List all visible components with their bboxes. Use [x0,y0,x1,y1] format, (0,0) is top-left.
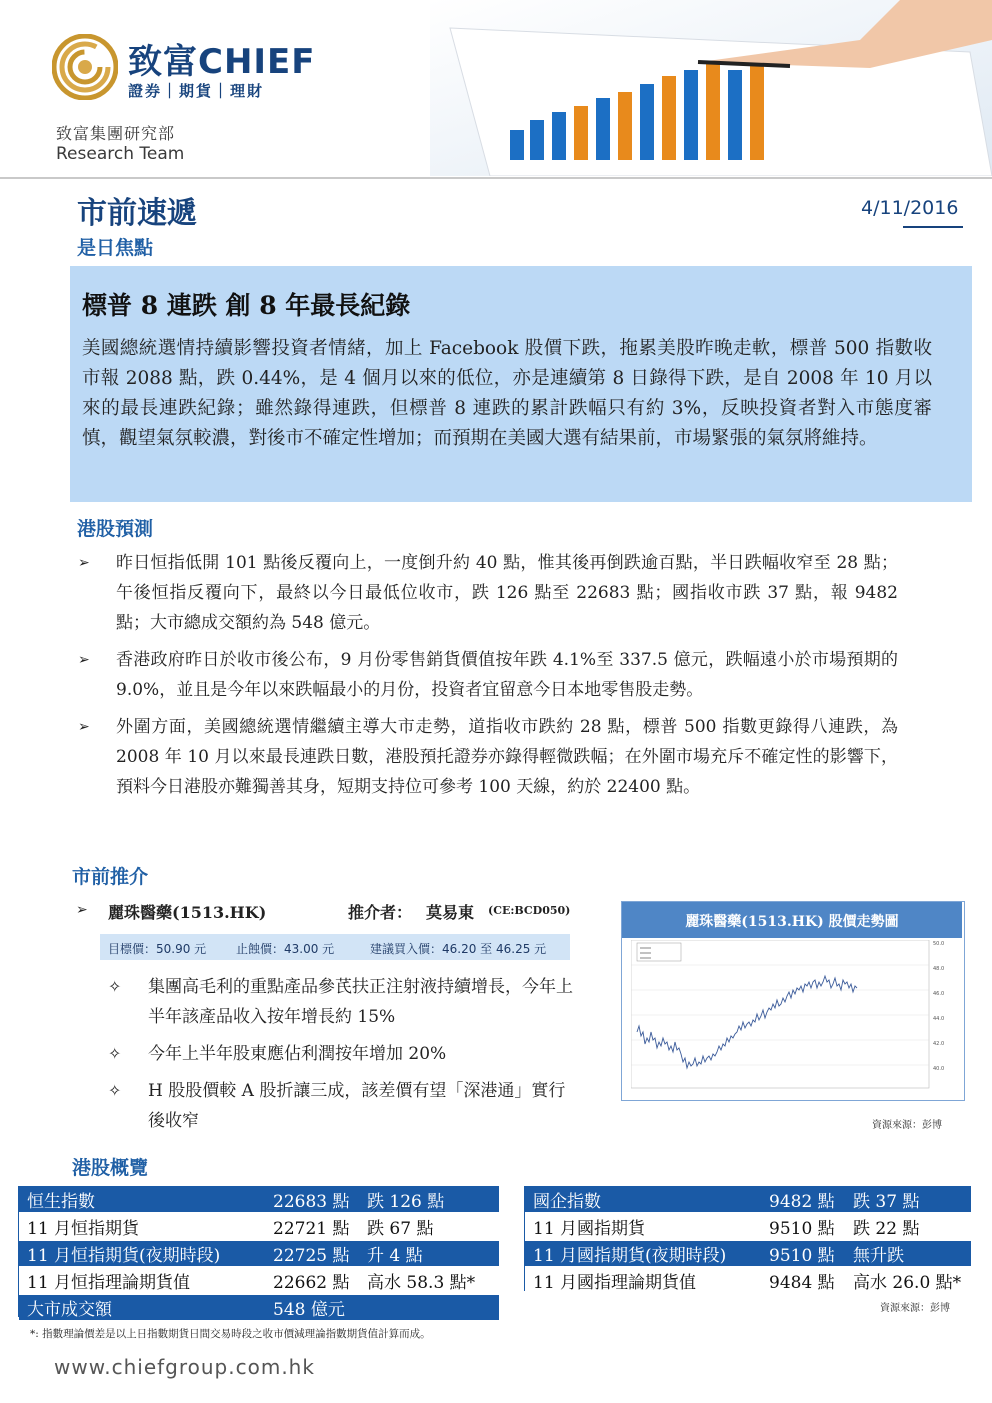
chart-source: 資源來源：彭博 [872,1120,942,1131]
row-name: 11 月恒指理論期貨值 [19,1267,265,1294]
bullet-text: 昨日恒指低開 101 點後反覆向上，一度倒升約 40 點，惟其後再倒跌逾百點，半日跌幅收窄至 28 點；午後恒指反覆向下，最終以今日最低位收市，跌 126 點至 22683 點；國指收市跌 37 點，報 9482 點；大市總成交額約為 548 億元。 [116,553,898,633]
row-name: 11 月國指期貨 [525,1213,761,1240]
department-name-en: Research Team [56,144,185,164]
row-change: 跌 22 點 [845,1213,971,1240]
row-value: 9510 點 [761,1240,845,1267]
svg-text:48.0: 48.0 [933,966,945,972]
buy-price: 建議買入價：46.20 至 46.25 元 [370,942,547,956]
row-value: 22683 點 [265,1187,359,1213]
header-hero-image [430,0,992,176]
footnote: *: 指數理論價差是以上日指數期貨日間交易時段之收市價減理論指數期貨值計算而成。 [30,1328,431,1340]
row-name: 11 月恒指期貨(夜期時段) [19,1240,265,1267]
focus-headline: 標普 8 連跌 創 8 年最長紀錄 [82,291,411,320]
arrow-bullet-icon: ➢ [78,652,90,668]
focus-body: 美國總統選情持續影響投資者情緒，加上 Facebook 股價下跌，拖累美股昨晚走軟，標普 500 指數收市報 2088 點，跌 0.44%，是 4 個月以來的低位，亦是連續第 8 日錄得下跌，是自 2008 年 10 月以來的最長連跌紀錄；雖然錄得連跌，但標普 8 連跌的累計跌幅只有約 3%，反映投資者對入市態度審慎，觀望氣氛較濃，對後市不確定性增加；而預期在美國大選有結果前，市場緊張的氣氛將維持。 [82,338,932,449]
row-change: 高水 26.0 點* [845,1267,971,1294]
row-name: 國企指數 [525,1187,761,1213]
table-row [525,1187,971,1213]
svg-text:44.0: 44.0 [933,1016,945,1022]
row-change: 跌 37 點 [845,1187,971,1213]
row-name: 11 月恒指期貨 [19,1213,265,1240]
table-source: 資源來源：彭博 [880,1303,950,1314]
row-change: 跌 67 點 [359,1213,499,1240]
table-row [19,1267,499,1294]
recommendation-heading: 市前推介 [72,866,149,888]
list-item [78,548,898,638]
point-text: H 股股價較 A 股折讓三成，該差價有望「深港通」實行後收窄 [148,1081,566,1131]
list-item [108,972,578,1032]
bullet-text: 香港政府昨日於收市後公布，9 月份零售銷貨價值按年跌 4.1%至 337.5 億元，跌幅遠小於市場預期的 9.0%，並且是今年以來跌幅最小的月份，投資者宜留意今日本地零售股走勢。 [116,650,898,700]
brand-name: 致富CHIEF [128,42,316,82]
table-row [19,1213,499,1240]
table-row [525,1213,971,1240]
point-text: 集團高毛利的重點產品參芪扶正注射液持續增長，今年上半年該產品收入按年增長約 15% [148,977,573,1027]
hk-forecast-list [78,548,898,809]
arrow-bullet-icon: ➢ [76,902,88,918]
row-value: 9510 點 [761,1213,845,1240]
table-row [525,1267,971,1294]
department-name-cn: 致富集團研究部 [56,124,176,143]
recommender-name: 莫易東 [426,903,475,922]
stock-price-chart-image [631,940,957,1096]
svg-text:46.0: 46.0 [933,991,945,997]
row-value: 22662 點 [265,1267,359,1294]
svg-text:50.0: 50.0 [933,941,945,947]
row-name: 11 月國指理論期貨值 [525,1267,761,1294]
hk-forecast-heading: 港股預測 [77,518,154,540]
row-value: 9482 點 [761,1187,845,1213]
sparkle-bullet-icon: ✧ [108,1081,122,1100]
date-underline [903,226,963,228]
website-link[interactable]: www.chiefgroup.com.hk [54,1355,315,1379]
table-row [19,1187,499,1213]
hsi-overview-table [19,1187,499,1322]
list-item [78,712,898,802]
recommendation-points [108,972,578,1143]
overview-heading: 港股概覽 [72,1157,149,1179]
row-value: 548 億元 [265,1294,359,1321]
row-change: 升 4 點 [359,1240,499,1267]
arrow-bullet-icon: ➢ [78,719,90,735]
list-item [108,1076,578,1136]
list-item [78,645,898,705]
row-value: 22725 點 [265,1240,359,1267]
brand-tagline: 證券｜期貨｜理財 [128,82,265,100]
recommender-code: (CE:BCD050) [488,904,571,917]
row-change: 高水 58.3 點* [359,1267,499,1294]
chart-title: 麗珠醫藥(1513.HK) 股價走勢圖 [685,914,899,930]
table-row [19,1240,499,1267]
list-item [108,1039,578,1069]
row-change: 無升跌 [845,1240,971,1267]
svg-text:42.0: 42.0 [933,1041,945,1047]
hscei-overview-table [525,1187,971,1295]
row-change [359,1294,499,1321]
table-row [525,1240,971,1267]
row-name: 11 月國指期貨(夜期時段) [525,1240,761,1267]
stop-loss-price: 止蝕價：43.00 元 [236,942,335,956]
row-name: 大市成交額 [19,1294,265,1321]
recommender-label: 推介者： [348,903,413,922]
header-divider [0,177,992,179]
chief-logo-icon [52,34,118,100]
arrow-bullet-icon: ➢ [78,555,90,571]
table-row [19,1294,499,1321]
row-change: 跌 126 點 [359,1187,499,1213]
target-price: 目標價：50.90 元 [108,942,207,956]
sparkle-bullet-icon: ✧ [108,977,122,996]
focus-label: 是日焦點 [77,237,154,259]
sparkle-bullet-icon: ✧ [108,1044,122,1063]
report-date: 4/11/2016 [861,197,959,219]
report-title: 市前速遞 [77,196,197,231]
row-value: 22721 點 [265,1213,359,1240]
bullet-text: 外圍方面，美國總統選情繼續主導大市走勢，道指收市跌約 28 點，標普 500 指數更錄得八連跌，為 2008 年 10 月以來最長連跌日數，港股預托證券亦錄得輕微跌幅；在外圍市場充斥不確定性的影響下，預料今日港股亦難獨善其身，短期支持位可參考 100 天線，約於 22400 點。 [116,717,898,797]
row-value: 9484 點 [761,1267,845,1294]
point-text: 今年上半年股東應佔利潤按年增加 20% [148,1044,447,1064]
row-name: 恒生指數 [19,1187,265,1213]
stock-name: 麗珠醫藥(1513.HK) [108,903,267,922]
svg-text:40.0: 40.0 [933,1066,945,1072]
